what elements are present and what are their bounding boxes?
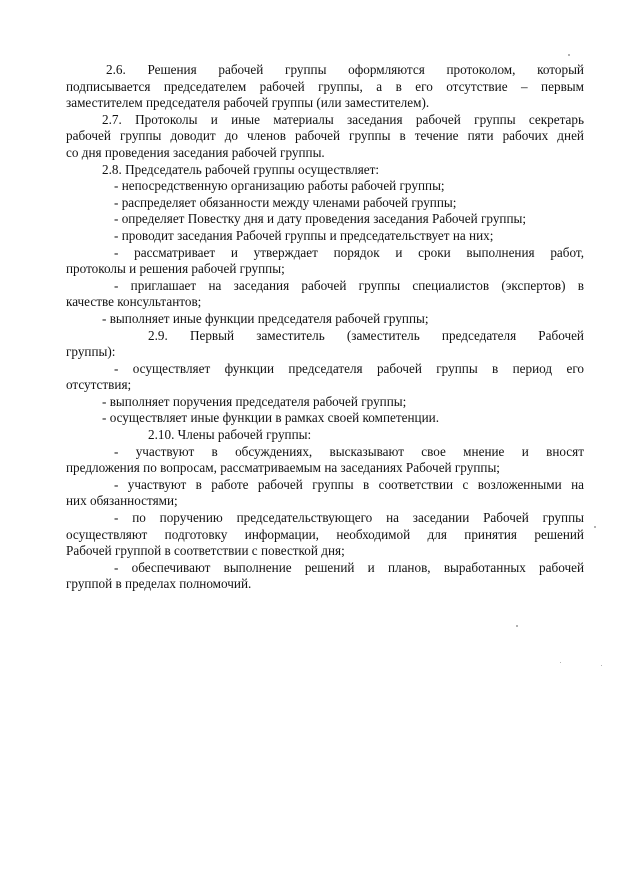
text-line: 2.10. Члены рабочей группы: bbox=[148, 427, 312, 443]
text-line: группы): bbox=[66, 344, 116, 360]
text-line: протоколы и решения рабочей группы; bbox=[66, 261, 285, 277]
text-line: 2.6. Решения рабочей группы оформляются протоколом, который bbox=[106, 62, 584, 77]
document-body bbox=[66, 62, 584, 593]
paragraph-2-7 bbox=[66, 112, 584, 162]
paragraph-2-9 bbox=[66, 328, 584, 428]
list-item: - участвуют в работе рабочей группы в соответствии с возложенными на bbox=[114, 476, 584, 492]
list-item: - осуществляет иные функции в рамках своей компетенции. bbox=[102, 410, 440, 426]
paragraph-2-10 bbox=[66, 427, 584, 593]
scan-speck bbox=[560, 662, 561, 663]
list-item: - рассматривает и утверждает порядок и сроки выполнения работ, bbox=[114, 244, 584, 260]
text-line: 2.7. Протоколы и иные материалы заседания рабочей группы секретарь bbox=[102, 111, 584, 127]
text-line: подписывается председателем рабочей группы, а в его отсутствие – первым bbox=[66, 78, 584, 94]
scan-speck bbox=[568, 54, 570, 56]
scan-speck bbox=[601, 665, 602, 666]
text-line: заместителем председателя рабочей группы (или заместителем). bbox=[66, 95, 430, 111]
list-item: - выполняет иные функции председателя рабочей группы; bbox=[102, 310, 429, 326]
text-line: Рабочей группой в соответствии с повесткой дня; bbox=[66, 543, 345, 559]
scan-speck bbox=[594, 526, 596, 528]
list-item: - осуществляет функции председателя рабочей группы в период его bbox=[114, 360, 584, 376]
text-line: 2.9. Первый заместитель (заместитель председателя Рабочей bbox=[148, 327, 584, 343]
list-item: - распределяет обязанности между членами рабочей группы; bbox=[114, 194, 457, 210]
list-item: - проводит заседания Рабочей группы и председательствует на них; bbox=[114, 227, 494, 243]
text-line: 2.8. Председатель рабочей группы осуществляет: bbox=[102, 161, 380, 177]
text-line: качестве консультантов; bbox=[66, 294, 202, 310]
list-item: - определяет Повестку дня и дату проведения заседания Рабочей группы; bbox=[114, 211, 527, 227]
text-line: них обязанностями; bbox=[66, 493, 178, 509]
list-item: - непосредственную организацию работы рабочей группы; bbox=[114, 178, 445, 194]
text-line: осуществляют подготовку информации, необходимой для принятия решений bbox=[66, 526, 584, 542]
text-line: предложения по вопросам, рассматриваемым на заседаниях Рабочей группы; bbox=[66, 460, 500, 476]
list-item: - выполняет поручения председателя рабочей группы; bbox=[102, 393, 407, 409]
text-line: со дня проведения заседания рабочей группы. bbox=[66, 144, 325, 160]
list-item: - участвуют в обсуждениях, высказывают свое мнение и вносят bbox=[114, 443, 584, 459]
text-line: группой в пределах полномочий. bbox=[66, 576, 252, 592]
paragraph-2-8 bbox=[66, 162, 584, 328]
scan-speck bbox=[516, 625, 518, 627]
text-line: отсутствия; bbox=[66, 377, 132, 393]
list-item: - обеспечивают выполнение решений и планов, выработанных рабочей bbox=[114, 559, 584, 575]
list-item: - по поручению председательствующего на заседании Рабочей группы bbox=[114, 510, 584, 526]
paragraph-2-6 bbox=[66, 62, 584, 112]
text-line: рабочей группы доводит до членов рабочей группы в течение пяти рабочих дней bbox=[66, 128, 584, 144]
list-item: - приглашает на заседания рабочей группы специалистов (экспертов) в bbox=[114, 277, 584, 293]
